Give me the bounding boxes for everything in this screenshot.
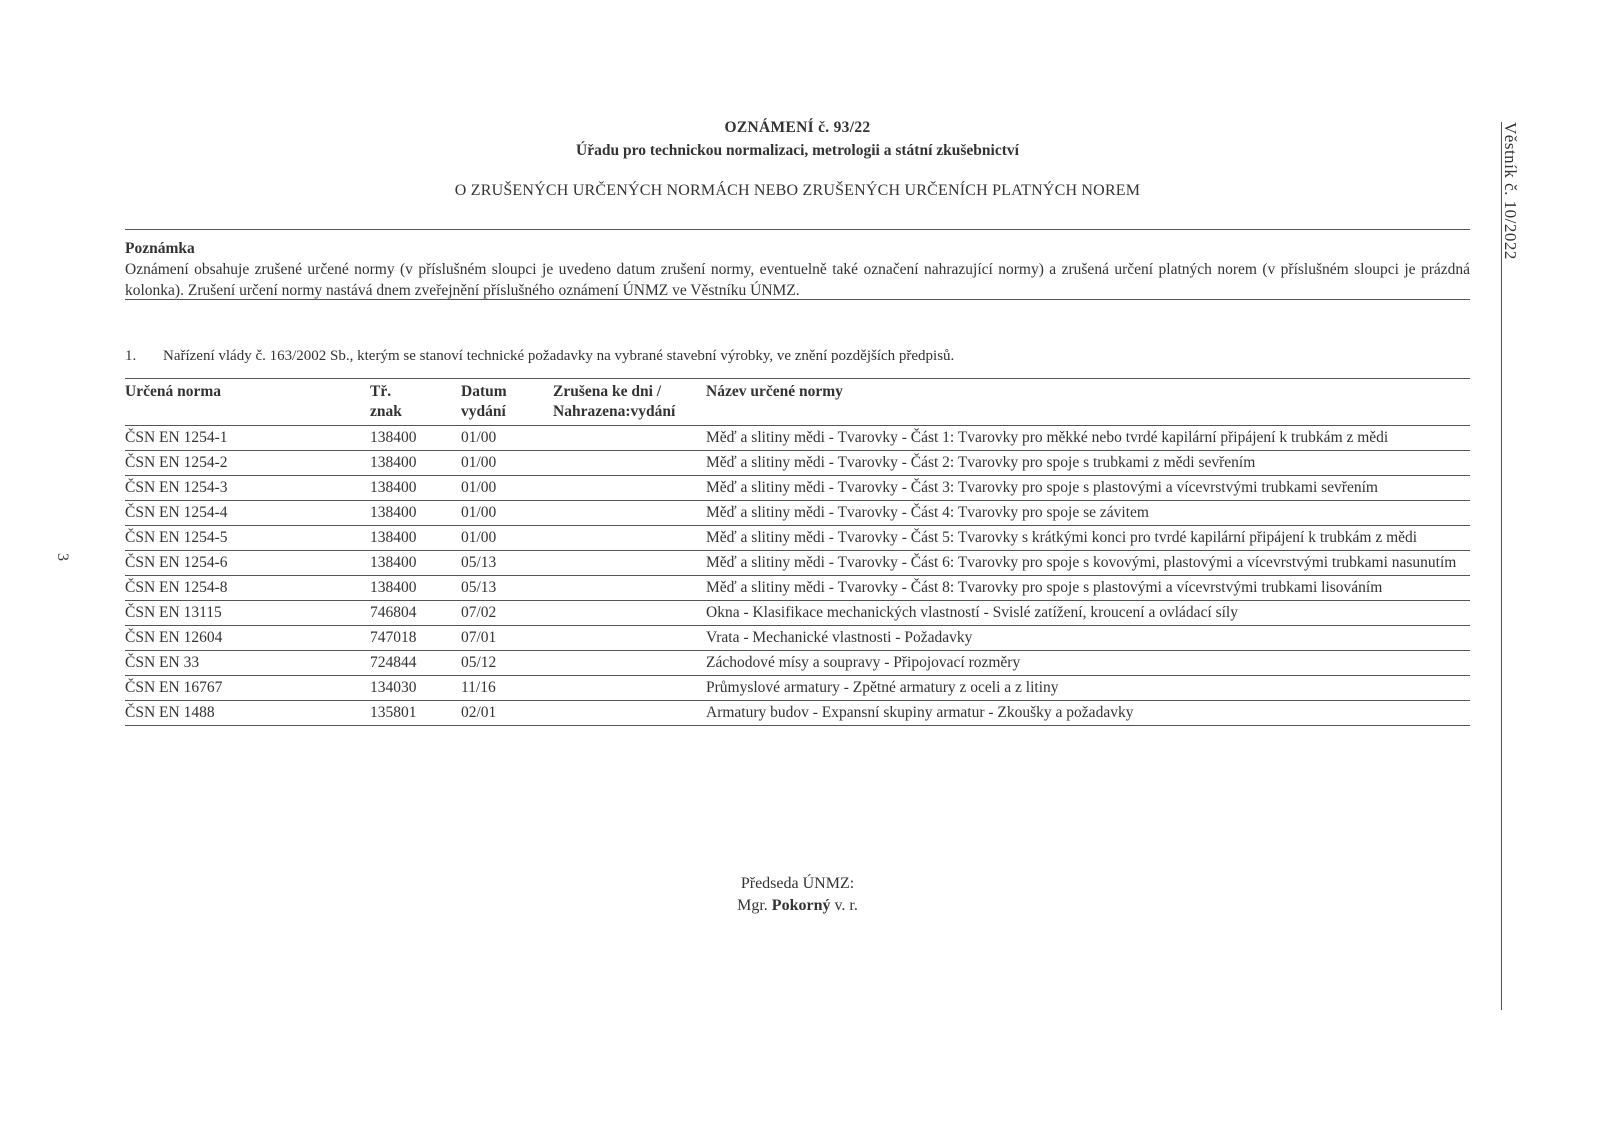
cell-cancel: [553, 626, 706, 651]
cell-date: 07/02: [461, 601, 553, 626]
table-row: [125, 576, 1470, 601]
cell-class: 138400: [370, 476, 461, 501]
cell-date: 05/13: [461, 576, 553, 601]
table-row: [125, 651, 1470, 676]
cell-name: Vrata - Mechanické vlastnosti - Požadavky: [706, 626, 1470, 651]
cell-norm: ČSN EN 12604: [125, 626, 370, 651]
cell-cancel: [553, 576, 706, 601]
signature-prefix: Mgr.: [737, 897, 768, 914]
cell-class: 138400: [370, 526, 461, 551]
cell-norm: ČSN EN 1254-5: [125, 526, 370, 551]
signature-name: [125, 897, 1470, 915]
cell-norm: ČSN EN 1254-3: [125, 476, 370, 501]
cell-cancel: [553, 476, 706, 501]
cell-class: 138400: [370, 551, 461, 576]
cell-date: 02/01: [461, 701, 553, 726]
table-row: [125, 626, 1470, 651]
table-row: [125, 476, 1470, 501]
cell-norm: ČSN EN 1254-2: [125, 451, 370, 476]
cell-cancel: [553, 551, 706, 576]
regulation-text: Nařízení vlády č. 163/2002 Sb., kterým se stanoví technické požadavky na vybrané stavební výrobky, ve znění pozdějších předpisů.: [163, 348, 955, 364]
cell-norm: ČSN EN 16767: [125, 676, 370, 701]
announcement-title: OZNÁMENÍ č. 93/22: [724, 119, 871, 136]
cell-cancel: [553, 526, 706, 551]
note-bottom-rule: [125, 299, 1470, 300]
cell-name: Měď a slitiny mědi - Tvarovky - Část 3: Tvarovky pro spoje s plastovými a vícevrstvými trubkami sevřením: [706, 476, 1470, 501]
cell-norm: ČSN EN 1254-6: [125, 551, 370, 576]
cell-class: 138400: [370, 576, 461, 601]
cell-date: 05/12: [461, 651, 553, 676]
cell-date: 01/00: [461, 501, 553, 526]
note-section: [125, 238, 1470, 301]
cell-name: Měď a slitiny mědi - Tvarovky - Část 4: Tvarovky pro spoje se závitem: [706, 501, 1470, 526]
cell-class: 746804: [370, 601, 461, 626]
cell-class: 135801: [370, 701, 461, 726]
table-row: [125, 676, 1470, 701]
cell-name: Průmyslové armatury - Zpětné armatury z oceli a z litiny: [706, 676, 1470, 701]
regulation-number: 1.: [125, 348, 137, 364]
signature-title: Předseda ÚNMZ:: [740, 875, 855, 892]
cell-class: 134030: [370, 676, 461, 701]
cell-name: Měď a slitiny mědi - Tvarovky - Část 1: Tvarovky pro měkké nebo tvrdé kapilární připájení k trubkám z mědi: [706, 426, 1470, 451]
regulation-line: [125, 348, 1470, 365]
cell-cancel: [553, 451, 706, 476]
cell-cancel: [553, 651, 706, 676]
note-text: Oznámení obsahuje zrušené určené normy (v příslušném sloupci je uvedeno datum zrušení normy, eventuelně také označení nahrazující normy) a zrušená určení platných norem (v příslušném sloupci je prázdná kolonka). Zrušení určení normy nastává dnem zveřejnění příslušného oznámení ÚNMZ ve Věstníku ÚNMZ.: [125, 261, 1470, 299]
cell-name: Měď a slitiny mědi - Tvarovky - Část 8: Tvarovky pro spoje s plastovými a vícevrstvými trubkami lisováním: [706, 576, 1470, 601]
note-top-rule: [125, 229, 1470, 230]
cell-class: 724844: [370, 651, 461, 676]
header-name: Název určené normy: [706, 379, 1470, 426]
cell-norm: ČSN EN 33: [125, 651, 370, 676]
cell-cancel: [553, 426, 706, 451]
table-header-row: [125, 379, 1470, 426]
page-number: 3: [54, 553, 71, 561]
cell-class: 138400: [370, 451, 461, 476]
cell-date: 07/01: [461, 626, 553, 651]
journal-label: Věstník č. 10/2022: [1501, 122, 1520, 260]
cell-class: 138400: [370, 501, 461, 526]
cell-cancel: [553, 701, 706, 726]
table-row: [125, 426, 1470, 451]
table-row: [125, 551, 1470, 576]
cell-date: 01/00: [461, 426, 553, 451]
header-cancel: Zrušena ke dni / Nahrazena:vydání: [553, 379, 706, 426]
table-row: [125, 451, 1470, 476]
cell-norm: ČSN EN 1254-4: [125, 501, 370, 526]
cell-cancel: [553, 601, 706, 626]
cell-name: Měď a slitiny mědi - Tvarovky - Část 5: Tvarovky s krátkými konci pro tvrdé kapilární připájení k trubkám z mědi: [706, 526, 1470, 551]
cell-class: 138400: [370, 426, 461, 451]
cell-class: 747018: [370, 626, 461, 651]
cell-name: Armatury budov - Expansní skupiny armatur - Zkoušky a požadavky: [706, 701, 1470, 726]
cell-name: Okna - Klasifikace mechanických vlastností - Svislé zatížení, kroucení a ovládací síly: [706, 601, 1470, 626]
table-row: [125, 526, 1470, 551]
announcement-caption: O ZRUŠENÝCH URČENÝCH NORMÁCH NEBO ZRUŠENÝCH URČENÍCH PLATNÝCH NOREM: [454, 182, 1141, 199]
cell-norm: ČSN EN 13115: [125, 601, 370, 626]
cell-date: 01/00: [461, 451, 553, 476]
cell-date: 01/00: [461, 526, 553, 551]
cell-name: Záchodové mísy a soupravy - Připojovací rozměry: [706, 651, 1470, 676]
cell-name: Měď a slitiny mědi - Tvarovky - Část 6: Tvarovky pro spoje s kovovými, plastovými a vícevrstvými trubkami nasunutím: [706, 551, 1470, 576]
header-class: Tř. znak: [370, 379, 461, 426]
table-row: [125, 501, 1470, 526]
cell-date: 01/00: [461, 476, 553, 501]
table-row: [125, 601, 1470, 626]
cell-name: Měď a slitiny mědi - Tvarovky - Část 2: Tvarovky pro spoje s trubkami z mědi sevřením: [706, 451, 1470, 476]
cell-date: 05/13: [461, 551, 553, 576]
cell-cancel: [553, 501, 706, 526]
note-heading: Poznámka: [125, 240, 195, 257]
table-row: [125, 701, 1470, 726]
cell-norm: ČSN EN 1488: [125, 701, 370, 726]
signature-surname: Pokorný: [771, 897, 831, 914]
header-date: Datum vydání: [461, 379, 553, 426]
header-norm: Určená norma: [125, 379, 370, 426]
cell-date: 11/16: [461, 676, 553, 701]
norms-table: [125, 378, 1470, 726]
announcement-subtitle: Úřadu pro technickou normalizaci, metrologii a státní zkušebnictví: [576, 142, 1019, 159]
cell-norm: ČSN EN 1254-1: [125, 426, 370, 451]
cell-norm: ČSN EN 1254-8: [125, 576, 370, 601]
cell-cancel: [553, 676, 706, 701]
signature-suffix: v. r.: [834, 897, 858, 914]
